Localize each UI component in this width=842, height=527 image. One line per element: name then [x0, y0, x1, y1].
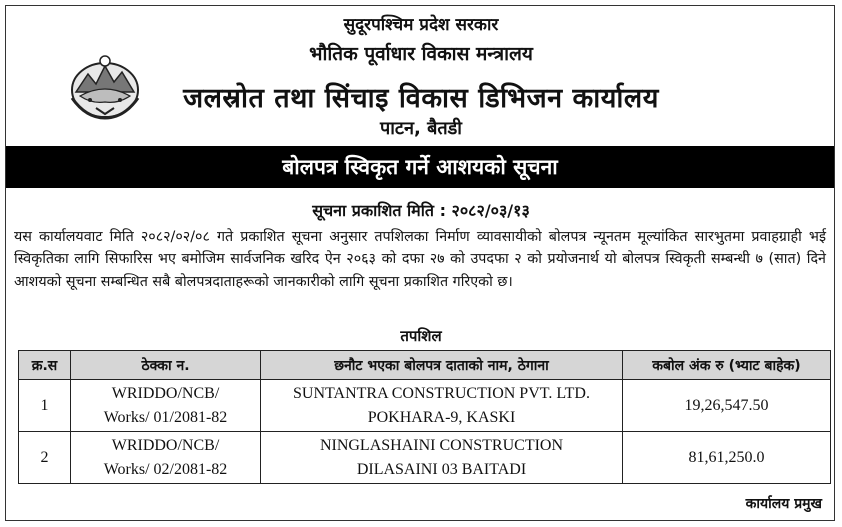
header-sn: क्र.स: [19, 351, 71, 380]
body-line: यस कार्यालयवाट मिति २०८२/०२/०८ गते प्रकाशित सूचना अनुसार तपशिलका निर्माण व्यावसायीको बोलपत्र न्यूनतम: [14, 229, 638, 245]
header-bidder: छनौट भएका बोलपत्र दाताको नाम, ठेगाना: [261, 351, 623, 380]
bidder-address: DILASAINI 03 BAITADI: [356, 460, 527, 478]
contract-line: WRIDDO/NCB/: [111, 436, 220, 454]
published-date: सूचना प्रकाशित मिति : २०८२/०३/१३: [312, 201, 530, 220]
bidder-name: SUNTANTRA CONSTRUCTION PVT. LTD.: [293, 384, 590, 402]
cell-contract: [71, 432, 261, 484]
table-row: [19, 432, 831, 484]
cell-sn: 2: [19, 432, 71, 484]
notice-title-banner: [6, 146, 834, 188]
bidder-name: NINGLASHAINI CONSTRUCTION: [319, 436, 564, 454]
cell-sn: 1: [19, 380, 71, 432]
cell-amount: 81,61,250.0: [623, 432, 831, 484]
header-contract: ठेक्का न.: [71, 351, 261, 380]
cell-contract: [71, 380, 261, 432]
signatory-title: कार्यालय प्रमुख: [745, 496, 822, 512]
cell-amount: 19,26,547.50: [623, 380, 831, 432]
body-line: उपदफा २ को प्रयोजनार्थ यो बोलपत्र स्विकृती सम्बन्धी ७ (सात) दिने आशयको सूचना सम्बन्धित सबै बोलपत्रदाताहरूको: [14, 251, 826, 290]
table-header-row: [19, 351, 831, 380]
section-title: तपशिल: [400, 327, 442, 345]
office-location: पाटन, बैतडी: [380, 118, 462, 139]
table-row: [19, 380, 831, 432]
office-name: जलस्रोत तथा सिंचाइ विकास डिभिजन कार्यालय: [183, 83, 659, 114]
contract-line: Works/ 01/2081-82: [103, 408, 228, 426]
contract-line: Works/ 02/2081-82: [103, 460, 228, 478]
bidder-address: POKHARA-9, KASKI: [367, 408, 516, 426]
notice-title: बोलपत्र स्विकृत गर्ने आशयको सूचना: [282, 155, 558, 179]
bid-table: [18, 350, 831, 484]
notice-body: [14, 226, 826, 293]
contract-line: WRIDDO/NCB/: [111, 384, 220, 402]
watermark: [350, 255, 386, 295]
header-amount: कबोल अंक रु (भ्याट बाहेक): [623, 351, 831, 380]
body-line: मूल्यांकित सारभुतमा प्रवाहग्राही भई स्विकृतिका लागि सिफारिस भए बमोजिम सार्वजनिक खरिद ऐन २०६३ को दफा २७ को: [14, 229, 826, 268]
ministry-name: भौतिक पूर्वाधार विकास मन्त्रालय: [309, 43, 533, 65]
body-line: जानकारीको लागि सूचना प्रकाशित गरिएको छ।: [273, 273, 513, 290]
cell-bidder: [261, 432, 623, 484]
government-name: सुदूरपश्चिम प्रदेश सरकार: [343, 15, 499, 35]
cell-bidder: [261, 380, 623, 432]
